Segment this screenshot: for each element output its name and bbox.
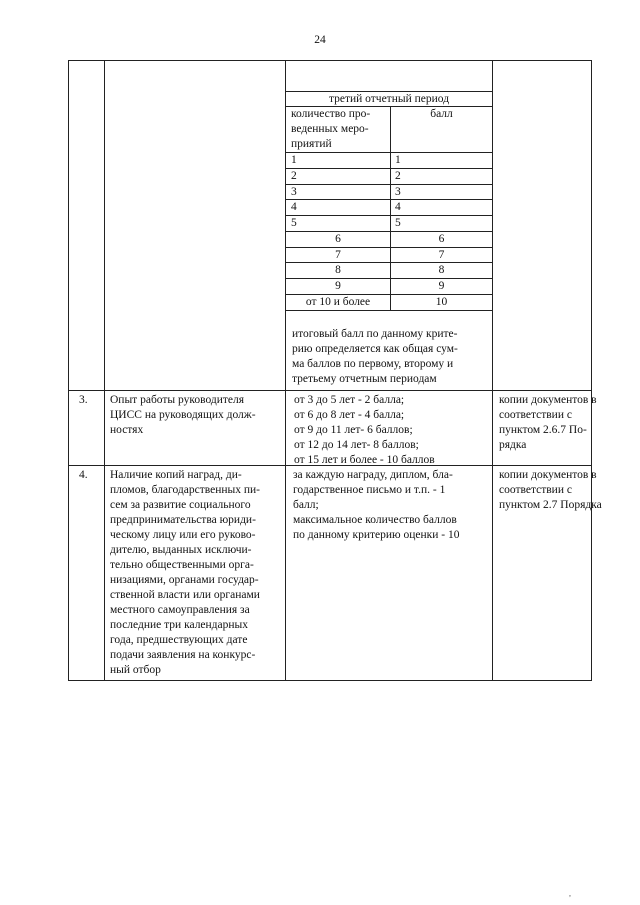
criterion-line: местного самоуправления за: [110, 604, 250, 616]
scan-speck: ,: [569, 889, 571, 898]
row-score-9: 9: [438, 280, 445, 292]
criterion-line: тельно общественными орга-: [110, 559, 254, 571]
page-number: 24: [314, 34, 326, 46]
criterion-line: Опыт работы руководителя: [110, 394, 245, 406]
criterion-line: года, предшествующих дате: [110, 634, 248, 646]
criterion-line: ческому лицу или его руково-: [110, 529, 256, 541]
row-score-2: 2: [395, 170, 401, 182]
header-count-line-3: приятий: [291, 138, 332, 150]
row-score-4: 4: [395, 201, 401, 213]
note-line-3: ма баллов по первому, второму и: [292, 358, 454, 370]
criterion-line: последние три календарных: [110, 619, 249, 631]
row-count-9: 9: [335, 280, 341, 292]
header-count-line-1: количество про-: [291, 108, 371, 120]
row-score-5: 5: [395, 217, 401, 229]
note-line-4: третьему отчетным периодам: [292, 373, 437, 385]
row-score-6: 6: [438, 233, 445, 245]
criterion-line: ностях: [110, 424, 144, 436]
row-score-10: 10: [435, 296, 448, 308]
row-count-1: 1: [291, 154, 297, 166]
row-count-2: 2: [291, 170, 297, 182]
row-score-1: 1: [395, 154, 401, 166]
scoring-line: по данному критерию оценки - 10: [293, 529, 460, 541]
scoring-line: максимальное количество баллов: [293, 514, 457, 526]
documents-line: соответствии с: [499, 484, 572, 496]
documents-line: рядка: [499, 439, 527, 451]
row-count-4: 4: [291, 201, 297, 213]
row-count-8: 8: [335, 264, 341, 276]
row-score-8: 8: [438, 264, 445, 276]
criterion-line: ЦИСС на руководящих долж-: [110, 409, 256, 421]
criterion-line: дителю, выданных исключи-: [110, 544, 252, 556]
documents-line: соответствии с: [499, 409, 572, 421]
scoring-line: от 15 лет и более - 10 баллов: [294, 454, 435, 466]
criterion-line: сем за развитие социального: [110, 499, 251, 511]
criterion-line: подачи заявления на конкурс-: [110, 649, 256, 661]
row-count-3: 3: [291, 186, 297, 198]
documents-line: пунктом 2.7 Порядка: [499, 499, 602, 511]
row-number: 4.: [79, 469, 88, 481]
note-line-2: рию определяется как общая сум-: [292, 343, 458, 355]
period-title: третий отчетный период: [328, 93, 450, 105]
scoring-line: балл;: [293, 499, 319, 511]
documents-line: копии документов в: [499, 394, 597, 406]
documents-line: копии документов в: [499, 469, 597, 481]
row-count-6: 6: [335, 233, 341, 245]
note-line-1: итоговый балл по данному крите-: [292, 328, 458, 340]
header-score: балл: [430, 108, 453, 120]
scoring-line: от 12 до 14 лет- 8 баллов;: [294, 439, 419, 451]
row-number: 3.: [79, 394, 88, 406]
scoring-line: годарственное письмо и т.п. - 1: [293, 484, 446, 496]
scoring-line: за каждую награду, диплом, бла-: [293, 469, 453, 481]
header-count-line-2: веденных меро-: [291, 123, 369, 135]
criterion-line: ный отбор: [110, 664, 161, 676]
criterion-line: низациями, органами государ-: [110, 574, 259, 586]
scoring-line: от 9 до 11 лет- 6 баллов;: [294, 424, 413, 436]
scoring-line: от 6 до 8 лет - 4 балла;: [294, 409, 405, 421]
row-count-7: 7: [335, 249, 341, 261]
row-score-7: 7: [438, 249, 445, 261]
criterion-line: пломов, благодарственных пи-: [110, 484, 260, 496]
row-score-3: 3: [395, 186, 401, 198]
row-count-10: от 10 и более: [305, 296, 371, 308]
row-count-5: 5: [291, 217, 297, 229]
criterion-line: Наличие копий наград, ди-: [110, 469, 242, 481]
scoring-line: от 3 до 5 лет - 2 балла;: [294, 394, 405, 406]
criterion-line: предпринимательства юриди-: [110, 514, 256, 526]
documents-line: пунктом 2.6.7 По-: [499, 424, 587, 436]
criterion-line: ственной власти или органами: [110, 589, 260, 601]
